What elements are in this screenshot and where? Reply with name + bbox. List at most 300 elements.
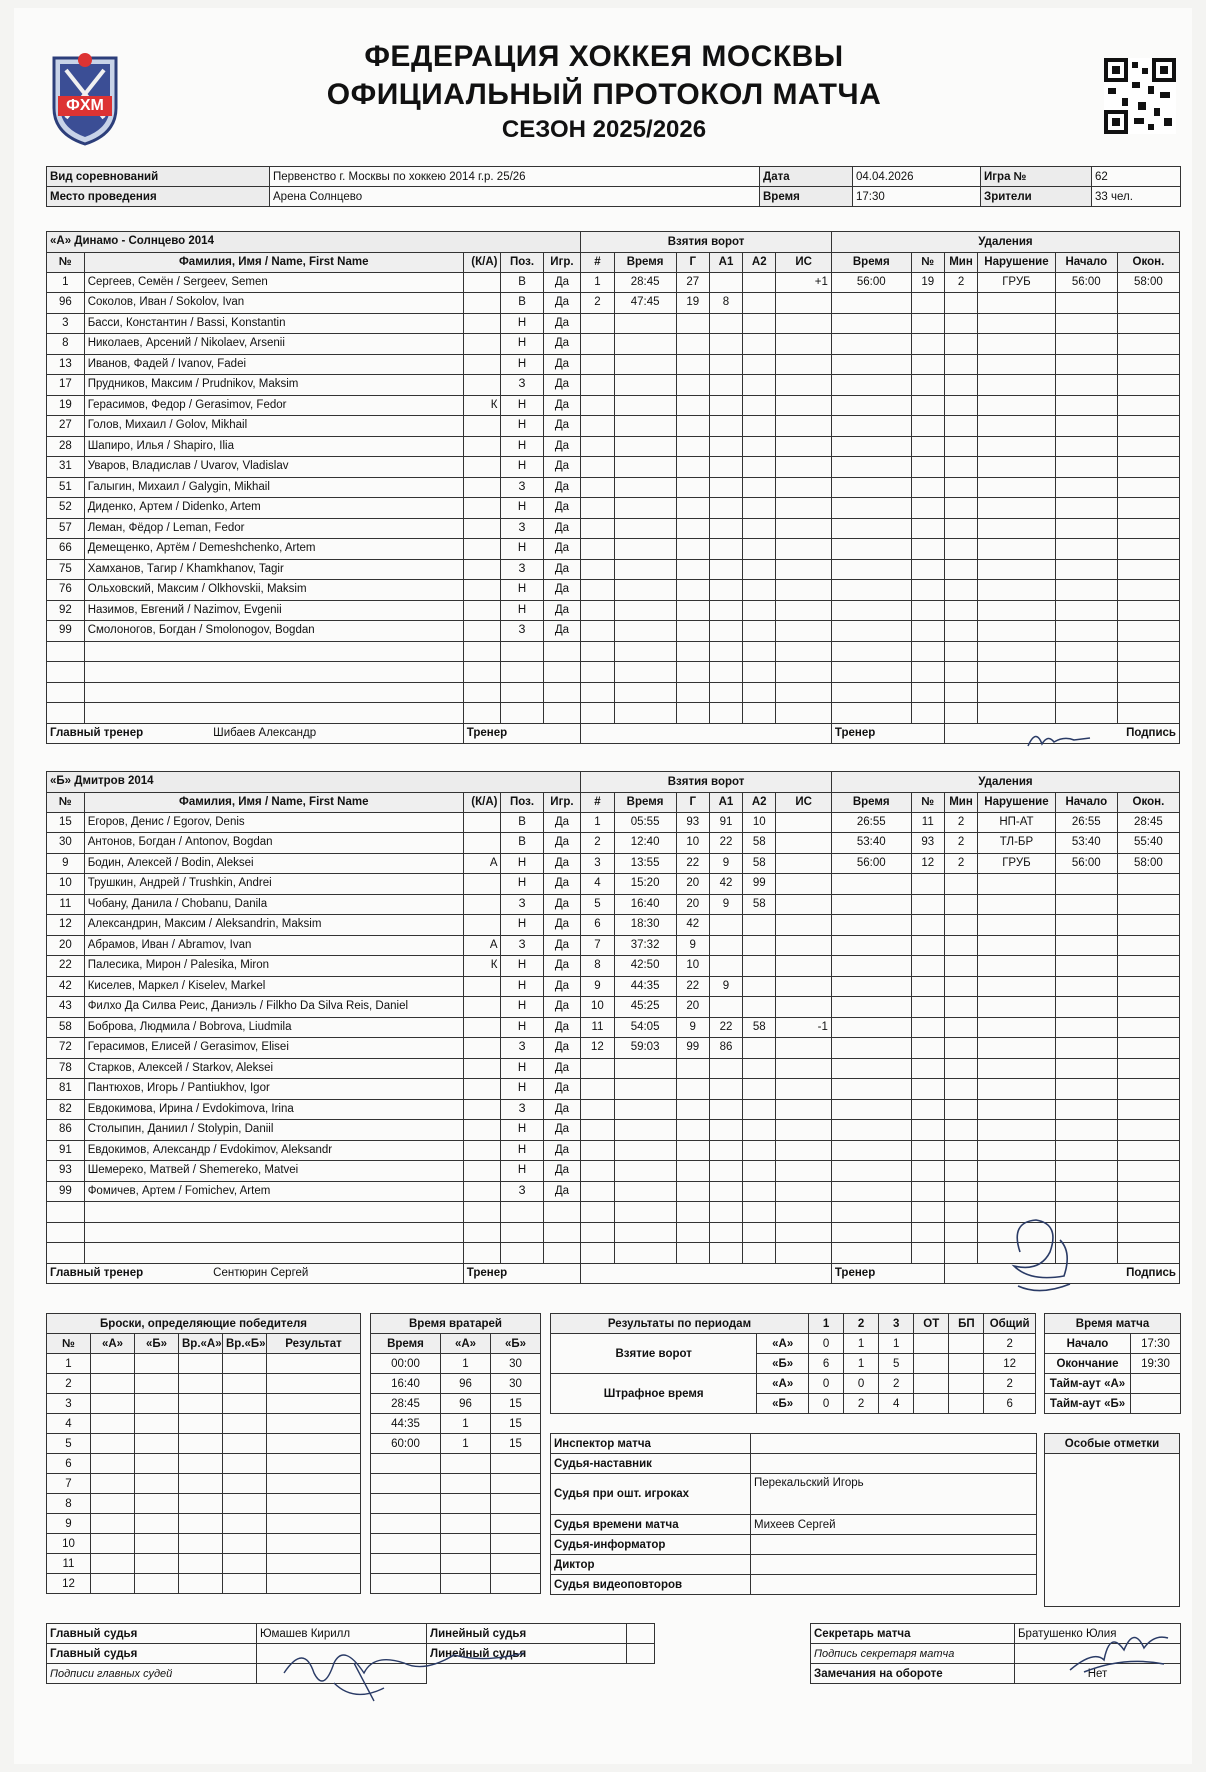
penalty-time <box>831 539 911 560</box>
penalty-time <box>831 1120 911 1141</box>
team-title: «А» Динамо - Солнцево 2014 <box>47 232 581 253</box>
goal-scorer <box>676 1161 709 1182</box>
penalty-time: 56:00 <box>831 272 911 293</box>
player-played <box>543 662 581 683</box>
period-value: 0 <box>808 1394 843 1414</box>
player-played: Да <box>543 833 581 854</box>
goal-scorer <box>676 1202 709 1223</box>
player-position <box>501 641 543 662</box>
goal-index <box>581 1202 614 1223</box>
penalty-player <box>911 1079 944 1100</box>
shootout-number: 1 <box>47 1354 91 1374</box>
penalty-start <box>1055 1058 1117 1079</box>
player-position: Н <box>501 395 543 416</box>
shootout-cell <box>179 1574 223 1594</box>
goal-situation <box>776 1079 831 1100</box>
player-played: Да <box>543 354 581 375</box>
goal-situation <box>776 354 831 375</box>
goal-assist1 <box>709 662 742 683</box>
col-header: № <box>911 792 944 812</box>
player-name: Пантюхов, Игорь / Pantiukhov, Igor <box>84 1079 463 1100</box>
goal-index: 8 <box>581 956 614 977</box>
penalty-player <box>911 874 944 895</box>
penalty-minutes <box>944 334 977 355</box>
penalty-player <box>911 915 944 936</box>
period-row-label: Штрафное время <box>551 1374 757 1414</box>
shootout-table <box>46 1313 361 1594</box>
player-role <box>463 436 501 457</box>
player-position <box>501 682 543 703</box>
player-played: Да <box>543 935 581 956</box>
shootout-cell <box>267 1474 361 1494</box>
goal-situation <box>776 833 831 854</box>
goal-assist2 <box>743 600 776 621</box>
coach-b-signature <box>1000 1212 1080 1298</box>
goal-time <box>614 1058 676 1079</box>
goal-assist1: 86 <box>709 1038 742 1059</box>
goal-assist2 <box>743 682 776 703</box>
coach2-label: Тренер <box>831 723 944 744</box>
goal-index <box>581 457 614 478</box>
goal-index <box>581 662 614 683</box>
coach-value <box>581 1263 832 1284</box>
goalie-col: «А» <box>441 1334 491 1354</box>
player-name <box>84 1222 463 1243</box>
goal-index <box>581 395 614 416</box>
goalie-b <box>491 1474 541 1494</box>
penalty-start <box>1055 956 1117 977</box>
goal-scorer <box>676 375 709 396</box>
goal-index: 9 <box>581 976 614 997</box>
penalty-minutes <box>944 1243 977 1264</box>
penalty-start: 53:40 <box>1055 833 1117 854</box>
penalty-end <box>1117 641 1179 662</box>
player-position: З <box>501 894 543 915</box>
goals-title: Взятия ворот <box>581 232 832 253</box>
penalty-player <box>911 477 944 498</box>
player-number: 78 <box>47 1058 85 1079</box>
player-played: Да <box>543 1017 581 1038</box>
shootout-cell <box>223 1574 267 1594</box>
player-row <box>47 874 1180 895</box>
goal-time <box>614 395 676 416</box>
player-role <box>463 272 501 293</box>
penalty-infraction <box>978 436 1056 457</box>
penalty-start: 56:00 <box>1055 853 1117 874</box>
penalty-player <box>911 641 944 662</box>
player-name: Столыпин, Даниил / Stolypin, Daniil <box>84 1120 463 1141</box>
player-position: Н <box>501 976 543 997</box>
penalty-time <box>831 935 911 956</box>
player-played: Да <box>543 894 581 915</box>
penalty-end <box>1117 600 1179 621</box>
penalty-infraction <box>978 935 1056 956</box>
penalty-start <box>1055 1161 1117 1182</box>
goal-scorer <box>676 457 709 478</box>
penalty-end <box>1117 874 1179 895</box>
penalty-end <box>1117 1120 1179 1141</box>
penalty-time <box>831 976 911 997</box>
player-row <box>47 518 1180 539</box>
penalty-end <box>1117 559 1179 580</box>
player-role <box>463 477 501 498</box>
col-header: Начало <box>1055 792 1117 812</box>
col-header: # <box>581 792 614 812</box>
player-played: Да <box>543 915 581 936</box>
player-position: З <box>501 477 543 498</box>
goal-situation <box>776 539 831 560</box>
penalty-minutes <box>944 682 977 703</box>
goal-scorer <box>676 539 709 560</box>
penalty-end <box>1117 956 1179 977</box>
shootout-cell <box>91 1554 135 1574</box>
goal-assist2 <box>743 915 776 936</box>
penalty-end <box>1117 375 1179 396</box>
goal-assist2 <box>743 518 776 539</box>
player-number: 96 <box>47 293 85 314</box>
match-end-label: Окончание <box>1045 1354 1131 1374</box>
goalie-a <box>441 1454 491 1474</box>
goal-assist1 <box>709 621 742 642</box>
penalty-time <box>831 703 911 724</box>
penalty-player: 19 <box>911 272 944 293</box>
goal-index <box>581 436 614 457</box>
goal-assist1 <box>709 272 742 293</box>
player-position: З <box>501 935 543 956</box>
goalie-time: 60:00 <box>371 1434 441 1454</box>
player-played <box>543 1222 581 1243</box>
player-name: Абрамов, Иван / Abramov, Ivan <box>84 935 463 956</box>
penalty-start: 56:00 <box>1055 272 1117 293</box>
goal-assist1 <box>709 1120 742 1141</box>
penalty-end <box>1117 682 1179 703</box>
penalty-infraction <box>978 894 1056 915</box>
penalty-minutes <box>944 416 977 437</box>
goal-scorer <box>676 416 709 437</box>
penalty-time <box>831 662 911 683</box>
player-name: Бодин, Алексей / Bodin, Aleksei <box>84 853 463 874</box>
player-row <box>47 416 1180 437</box>
player-role: А <box>463 935 501 956</box>
timekeeper-value: Михеев Сергей <box>751 1515 1037 1535</box>
period-value: 4 <box>879 1394 914 1414</box>
player-number: 81 <box>47 1079 85 1100</box>
goal-index <box>581 600 614 621</box>
goal-assist2 <box>743 436 776 457</box>
player-role <box>463 1202 501 1223</box>
penalty-player <box>911 539 944 560</box>
goal-index <box>581 621 614 642</box>
ref1-label: Главный судья <box>47 1624 257 1644</box>
goal-assist2: 99 <box>743 874 776 895</box>
goal-time <box>614 1243 676 1264</box>
goal-time <box>614 559 676 580</box>
goal-scorer: 9 <box>676 935 709 956</box>
goal-assist1 <box>709 313 742 334</box>
goal-scorer <box>676 703 709 724</box>
player-row <box>47 703 1180 724</box>
shootout-cell <box>267 1454 361 1474</box>
penalty-minutes <box>944 375 977 396</box>
player-name: Трушкин, Андрей / Trushkin, Andrei <box>84 874 463 895</box>
shootout-cell <box>135 1474 179 1494</box>
penalty-minutes <box>944 641 977 662</box>
goal-situation <box>776 703 831 724</box>
penalty-minutes <box>944 395 977 416</box>
team-a-table <box>46 231 1180 744</box>
goal-index: 7 <box>581 935 614 956</box>
player-row <box>47 498 1180 519</box>
goalie-a <box>441 1494 491 1514</box>
shootout-cell <box>135 1494 179 1514</box>
shootout-cell <box>223 1494 267 1514</box>
goal-time <box>614 477 676 498</box>
player-played: Да <box>543 539 581 560</box>
goal-time: 28:45 <box>614 272 676 293</box>
goal-situation <box>776 956 831 977</box>
penalty-infraction <box>978 682 1056 703</box>
shootout-cell <box>135 1394 179 1414</box>
period-value: 6 <box>808 1354 843 1374</box>
goal-assist2 <box>743 272 776 293</box>
penalty-minutes <box>944 436 977 457</box>
penalty-time <box>831 559 911 580</box>
penalty-time <box>831 1017 911 1038</box>
col-header: № <box>47 252 85 272</box>
penalty-time <box>831 518 911 539</box>
period-value: 1 <box>879 1334 914 1354</box>
goal-scorer: 99 <box>676 1038 709 1059</box>
penalty-time <box>831 1099 911 1120</box>
shootout-cell <box>179 1354 223 1374</box>
coach-label: Тренер <box>463 723 581 744</box>
period-value: 6 <box>984 1394 1036 1414</box>
goal-scorer: 9 <box>676 1017 709 1038</box>
penalty-time: 26:55 <box>831 812 911 833</box>
goal-time <box>614 682 676 703</box>
goal-assist2: 58 <box>743 894 776 915</box>
player-name <box>84 1202 463 1223</box>
penalty-time <box>831 1140 911 1161</box>
signature-label: Подпись <box>944 723 1179 744</box>
player-position: Н <box>501 600 543 621</box>
penalty-infraction <box>978 313 1056 334</box>
goalie-b <box>491 1534 541 1554</box>
player-position: Н <box>501 539 543 560</box>
penalty-infraction <box>978 1099 1056 1120</box>
player-played: Да <box>543 313 581 334</box>
goal-situation <box>776 334 831 355</box>
player-role <box>463 833 501 854</box>
shootout-number: 6 <box>47 1454 91 1474</box>
penalty-minutes <box>944 1058 977 1079</box>
shootout-cell <box>179 1554 223 1574</box>
col-header: А2 <box>743 252 776 272</box>
penalty-minutes <box>944 313 977 334</box>
period-value: 5 <box>879 1354 914 1374</box>
period-team-tag: «Б» <box>757 1394 809 1414</box>
player-played <box>543 703 581 724</box>
coach2-label: Тренер <box>831 1263 944 1284</box>
period-value <box>949 1334 984 1354</box>
goal-assist1 <box>709 1058 742 1079</box>
period-value <box>914 1374 949 1394</box>
penalty-minutes: 2 <box>944 853 977 874</box>
period-value: 1 <box>844 1334 879 1354</box>
goal-time <box>614 416 676 437</box>
goal-assist2 <box>743 1222 776 1243</box>
goal-assist2 <box>743 703 776 724</box>
goal-situation <box>776 1099 831 1120</box>
goal-scorer <box>676 662 709 683</box>
player-role <box>463 1140 501 1161</box>
penalty-infraction: ГРУБ <box>978 853 1056 874</box>
player-played: Да <box>543 559 581 580</box>
goal-index <box>581 682 614 703</box>
player-row <box>47 375 1180 396</box>
player-played: Да <box>543 1099 581 1120</box>
player-played: Да <box>543 1120 581 1141</box>
time-value: 17:30 <box>853 187 981 207</box>
col-header: Поз. <box>501 252 543 272</box>
penalty-player: 11 <box>911 812 944 833</box>
goal-index <box>581 703 614 724</box>
player-role <box>463 457 501 478</box>
place-label: Место проведения <box>47 187 270 207</box>
penalty-time <box>831 1243 911 1264</box>
player-position: Н <box>501 354 543 375</box>
penalty-player <box>911 956 944 977</box>
penalty-time <box>831 436 911 457</box>
goal-assist1 <box>709 539 742 560</box>
penalty-end <box>1117 915 1179 936</box>
goal-index: 2 <box>581 293 614 314</box>
head-coach-label <box>47 723 464 744</box>
penalty-end <box>1117 1140 1179 1161</box>
penalty-minutes <box>944 1120 977 1141</box>
penalty-end: 58:00 <box>1117 272 1179 293</box>
special-notes-title: Особые отметки <box>1045 1434 1180 1454</box>
goalie-time: 16:40 <box>371 1374 441 1394</box>
goal-assist2: 10 <box>743 812 776 833</box>
goal-time <box>614 662 676 683</box>
penalty-end <box>1117 313 1179 334</box>
goal-index <box>581 1120 614 1141</box>
penalty-start <box>1055 662 1117 683</box>
shootout-cell <box>267 1354 361 1374</box>
penalty-player <box>911 935 944 956</box>
shootout-cell <box>91 1514 135 1534</box>
shootout-col: «А» <box>91 1334 135 1354</box>
player-role: К <box>463 956 501 977</box>
player-name: Киселев, Маркел / Kiselev, Markel <box>84 976 463 997</box>
period-value: 2 <box>984 1334 1036 1354</box>
penalty-minutes <box>944 498 977 519</box>
period-value: 12 <box>984 1354 1036 1374</box>
goal-situation <box>776 621 831 642</box>
player-position: З <box>501 559 543 580</box>
goal-time <box>614 1079 676 1100</box>
period-team-tag: «А» <box>757 1334 809 1354</box>
penalty-player <box>911 600 944 621</box>
goal-time <box>614 1161 676 1182</box>
col-header: Нарушение <box>978 792 1056 812</box>
player-position: З <box>501 518 543 539</box>
shootout-cell <box>179 1434 223 1454</box>
shootout-cell <box>91 1394 135 1414</box>
goal-assist2 <box>743 997 776 1018</box>
penalty-time <box>831 416 911 437</box>
timeout-b <box>1131 1394 1181 1414</box>
penalty-infraction: ГРУБ <box>978 272 1056 293</box>
player-played: Да <box>543 375 581 396</box>
penalty-end <box>1117 518 1179 539</box>
goal-situation <box>776 559 831 580</box>
goal-time <box>614 1202 676 1223</box>
penalty-minutes <box>944 600 977 621</box>
goalie-time-table <box>370 1313 541 1594</box>
goal-scorer: 20 <box>676 874 709 895</box>
player-role <box>463 313 501 334</box>
goal-scorer: 20 <box>676 894 709 915</box>
goal-situation: +1 <box>776 272 831 293</box>
goalie-time: 00:00 <box>371 1354 441 1374</box>
player-name <box>84 682 463 703</box>
player-row <box>47 894 1180 915</box>
penalty-player <box>911 662 944 683</box>
player-name: Сергеев, Семён / Sergeev, Semen <box>84 272 463 293</box>
penalty-start <box>1055 915 1117 936</box>
goal-scorer <box>676 1120 709 1141</box>
col-header: Поз. <box>501 792 543 812</box>
goal-scorer <box>676 641 709 662</box>
col-header: Время <box>831 792 911 812</box>
penalty-player <box>911 375 944 396</box>
col-header: А1 <box>709 252 742 272</box>
goal-index <box>581 518 614 539</box>
shootout-cell <box>223 1474 267 1494</box>
penalty-infraction <box>978 559 1056 580</box>
penalty-minutes <box>944 354 977 375</box>
penalty-player: 93 <box>911 833 944 854</box>
goalie-a <box>441 1554 491 1574</box>
goal-assist2 <box>743 1058 776 1079</box>
penalty-start <box>1055 1120 1117 1141</box>
player-name: Николаев, Арсений / Nikolaev, Arsenii <box>84 334 463 355</box>
goal-time <box>614 1222 676 1243</box>
goal-scorer <box>676 313 709 334</box>
goal-index: 3 <box>581 853 614 874</box>
remarks-value: Нет <box>1015 1664 1181 1684</box>
player-row <box>47 1079 1180 1100</box>
penalty-player <box>911 1058 944 1079</box>
penalty-end <box>1117 293 1179 314</box>
penalty-end <box>1117 498 1179 519</box>
player-row <box>47 354 1180 375</box>
goal-index <box>581 354 614 375</box>
col-header: Мин <box>944 792 977 812</box>
goal-assist2 <box>743 477 776 498</box>
period-team-tag: «Б» <box>757 1354 809 1374</box>
period-value: 0 <box>808 1374 843 1394</box>
player-role <box>463 662 501 683</box>
penalty-start <box>1055 477 1117 498</box>
goal-time <box>614 518 676 539</box>
goal-time: 47:45 <box>614 293 676 314</box>
penalty-player <box>911 559 944 580</box>
player-role <box>463 976 501 997</box>
player-number: 43 <box>47 997 85 1018</box>
